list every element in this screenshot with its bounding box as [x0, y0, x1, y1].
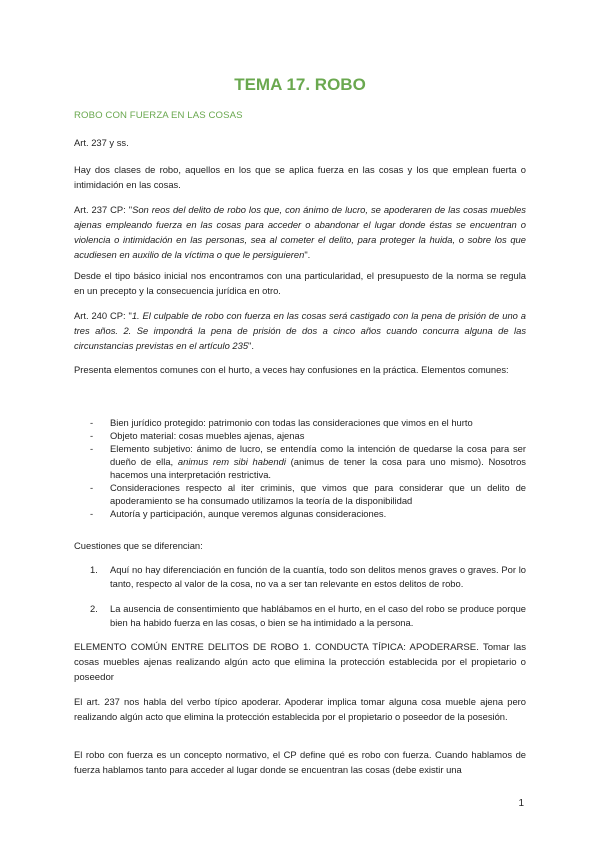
list-item-text: Consideraciones respecto al iter criminis, que vimos que para considerar que un delito de apoderamiento se ha consumado utilizamos la teoría de la disponibilidad: [110, 482, 526, 506]
paragraph-common-elements: Presenta elementos comunes con el hurto, a veces hay confusiones en la práctica. Elementos comunes:: [74, 364, 509, 375]
paragraph-art-237: [74, 202, 526, 262]
list-item: [74, 602, 526, 630]
page-title: TEMA 17. ROBO: [234, 75, 366, 94]
paragraph-robbery-types: Hay dos clases de robo, aquellos en los que se aplica fuerza en las cosas y los que emplean fuerta o intimidación en las cosas.: [74, 164, 526, 190]
section-heading-typical-conduct: [74, 640, 526, 685]
paragraph-differences: Cuestiones que se diferencian:: [74, 540, 203, 551]
art-237-suffix: ".: [304, 249, 311, 260]
list-item-text: Autoría y participación, aunque veremos algunas consideraciones.: [110, 508, 387, 519]
bullet-marker: -: [90, 430, 94, 441]
common-elements-list: [74, 416, 526, 520]
paragraph-art-240: [74, 308, 526, 353]
list-item-text: Aquí no hay diferenciación en función de la cuantía, todo son delitos menos graves o graves. Por lo tanto, respecto al valor de la cosa, no va a ser tan relevante en estos delitos de robo.: [110, 564, 526, 589]
paragraph-basic-type: Desde el tipo básico inicial nos encontramos con una particularidad, el presupuesto de la norma se regula en un precepto y la consecuencia jurídica en otro.: [74, 270, 526, 296]
art-237-quote: Son reos del delito de robo los que, con ánimo de lucro, se apoderaren de las cosas muebles ajenas empleando fuerza en las cosas para acceder o abandonar el lugar donde éstas se encuentran o violencia o intimidación en las personas, sea al cometer el delito, para proteger la huida, o sobre los que acudiesen en auxilio de la víctima o que le persiguieren: [74, 204, 526, 260]
heading-caps: ELEMENTO COMÚN ENTRE DELITOS DE ROBO 1. CONDUCTA TÍPICA: APODERARSE.: [74, 642, 479, 653]
paragraph-art-237-verb: El art. 237 nos habla del verbo típico apoderar. Apoderar implica tomar alguna cosa mueble ajena pero realizando algún acto que elimina la protección establecida por el propietario o poseedor de la posesión.: [74, 696, 526, 722]
list-item-text: Objeto material: cosas muebles ajenas, ajenas: [110, 430, 305, 441]
list-item-text: La ausencia de consentimiento que hablábamos en el hurto, en el caso del robo se produce porque bien ha habido fuerza en las cosas, o bien se ha intimidado a la persona.: [110, 603, 526, 628]
list-item-latin: animus rem sibi habendi: [177, 456, 286, 467]
list-item: [74, 416, 526, 429]
list-item: [74, 481, 526, 507]
art-237-prefix: Art. 237 CP: ": [74, 204, 133, 215]
paragraph-normative-concept: El robo con fuerza es un concepto normativo, el CP define qué es robo con fuerza. Cuando hablamos de fuerza hablamos tanto para acceder al lugar donde se encuentran las cosas (debe existir una: [74, 749, 526, 775]
list-item: [74, 563, 526, 591]
page-number: 1: [518, 798, 524, 809]
bullet-marker: -: [90, 482, 94, 493]
heading-rest: Tomar las cosas muebles ajenas realizando algún acto que elimina la protección establecida por el propietario o poseedor: [74, 642, 527, 683]
art-240-suffix: ".: [248, 340, 254, 351]
bullet-marker: -: [90, 443, 94, 454]
differences-item-2: [74, 602, 526, 630]
list-item: [74, 507, 526, 520]
differences-item-1: [74, 563, 526, 591]
list-item-text-before: Elemento subjetivo: ánimo de lucro, se entendía como la intención de quedarse la cosa para ser dueño de ella,: [110, 443, 526, 467]
art-240-prefix: Art. 240 CP: ": [74, 310, 132, 321]
bullet-marker: -: [90, 417, 94, 428]
paragraph-articles: Art. 237 y ss.: [74, 137, 129, 148]
list-number: 1.: [90, 564, 98, 575]
list-number: 2.: [90, 603, 98, 614]
bullet-marker: -: [90, 508, 94, 519]
section-subtitle: ROBO CON FUERZA EN LAS COSAS: [74, 110, 243, 121]
list-item-text: Bien jurídico protegido: patrimonio con todas las consideraciones que vimos en el hurto: [110, 417, 473, 428]
list-item-text-after: (animus de tener la cosa para uno mismo). Nosotros hacemos una interpretación restrictiva.: [110, 456, 526, 480]
list-item: [74, 442, 526, 481]
art-240-quote: 1. El culpable de robo con fuerza en las cosas será castigado con la pena de prisión de uno a tres años. 2. Se impondrá la pena de prisión de dos a cinco años cuando concurra alguna de las circunstancias previstas en el artículo 235: [74, 310, 526, 351]
list-item: [74, 429, 526, 442]
